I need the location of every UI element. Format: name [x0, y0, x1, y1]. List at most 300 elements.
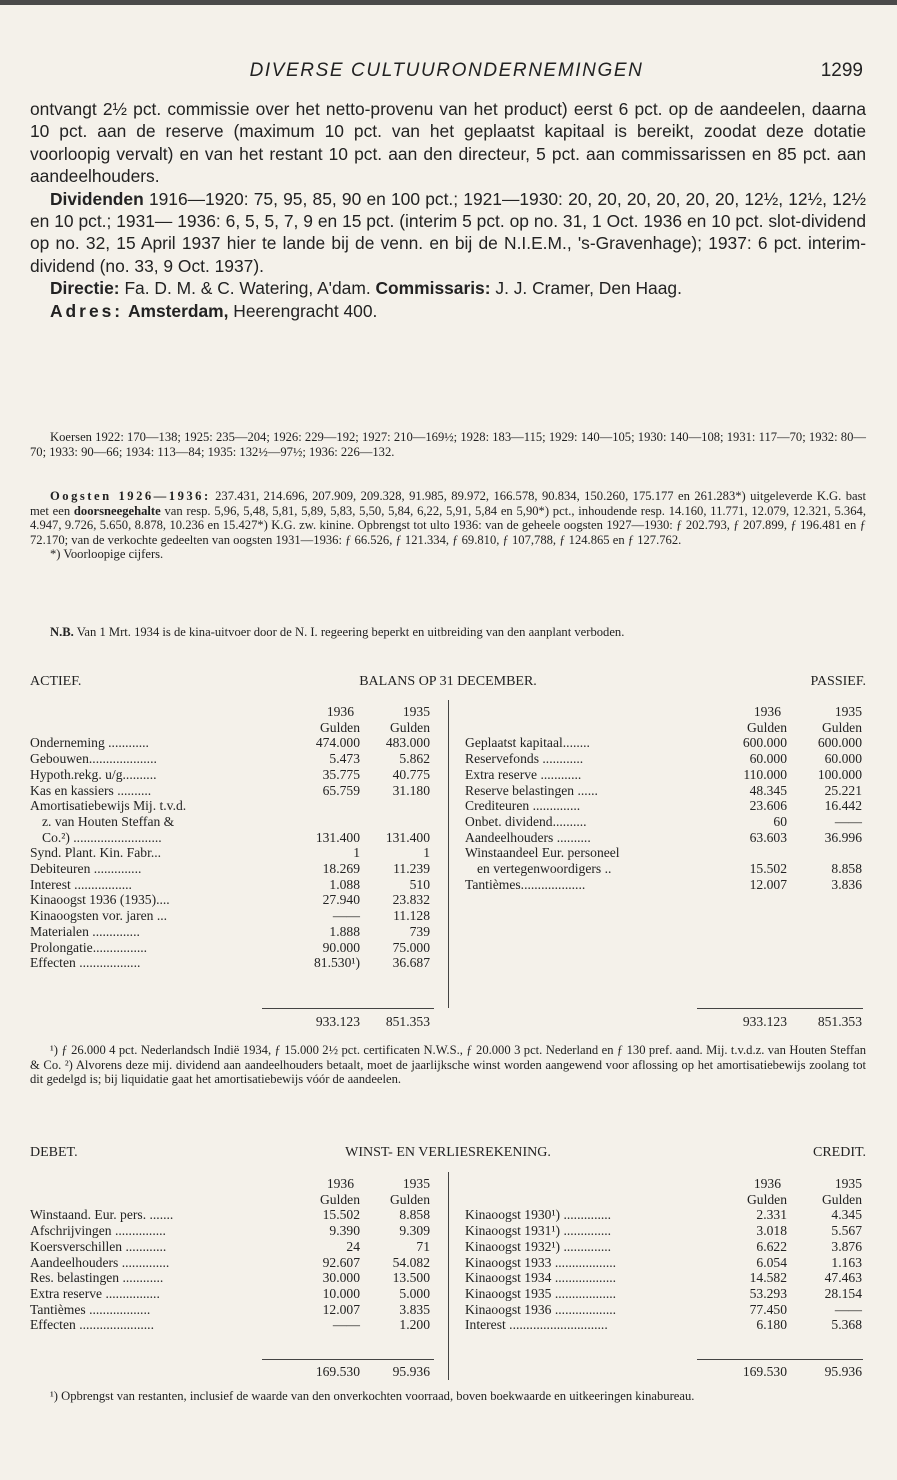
value-1936: 12.007 [322, 1301, 360, 1317]
row-label [30, 1317, 288, 1333]
year-header: 1935 [402, 704, 430, 719]
row-label [465, 1302, 717, 1318]
value-1935 [787, 845, 862, 861]
value-1935: 1.163 [831, 1254, 862, 1270]
row-label [30, 751, 288, 767]
value-1935: 23.832 [392, 892, 430, 908]
value-1936: 48.345 [749, 782, 787, 798]
nb-paragraph [30, 625, 866, 640]
row-label [30, 1239, 288, 1255]
value-1936: 92.607 [322, 1254, 360, 1270]
value-1936: 6.180 [756, 1317, 787, 1333]
row-label-text: Interest [465, 1317, 506, 1333]
year-header: 1936 [753, 704, 781, 719]
passief-heading: PASSIEF. [810, 674, 866, 689]
value-1936: 81.530¹) [314, 955, 360, 971]
credit-heading: CREDIT. [812, 1145, 866, 1160]
value-1935: 100.000 [817, 766, 862, 782]
management-paragraph [30, 277, 866, 299]
blank-cell [30, 1192, 288, 1208]
value-1936: 5.473 [329, 751, 360, 767]
leader-dots: ............................. [505, 1317, 608, 1333]
debet-heading: DEBET. [30, 1145, 78, 1160]
oogsten-label: Oogsten 1926—1936: [50, 489, 211, 503]
leader-dots: ............ [119, 1270, 164, 1286]
table-row [465, 861, 862, 877]
table-row [30, 830, 430, 846]
dividend-label: Dividenden [50, 188, 144, 209]
oogsten-text-b: van resp. 5,96, 5,48, 5,81, 5,89, 5,83, 5,50, 5,84, 6,22, 5,91, 5,84 en 5,90*) pct., inhoudende resp. 14.160, 11.771, 12.079, 12.321, 5.364, 4.947, 9.726, 5.650, 8.878, 10.236 en 15.427*) K.G. zw. kinine. Opbrengst tot ulto 1936: van de geheele oogsten 1927—1930: ƒ 202.793, ƒ 207.899, ƒ 196.481 en ƒ 72.170; van de verkochte gedeelten van oogsten 1931—1936: ƒ 66.526, ƒ 121.334, ƒ 69.810, ƒ 107,788, ƒ 124.865 en ƒ 127.762. [30, 503, 866, 547]
row-label-text: Winstaandeel Eur. personeel [465, 845, 620, 861]
row-label-text: Res. belastingen [30, 1270, 120, 1286]
table-row [30, 751, 430, 767]
table-row [30, 783, 430, 799]
table-row [465, 1207, 862, 1223]
row-label [465, 783, 717, 799]
value-1936: 600.000 [742, 735, 787, 751]
unit-header: Gulden [389, 719, 430, 735]
winst-debet-total-rule [262, 1359, 434, 1360]
row-label-text: z. van Houten Steffan & [42, 813, 175, 829]
row-label-text: Tantièmes [465, 876, 521, 892]
value-1936: 6.622 [756, 1238, 787, 1254]
value-1936: 15.502 [749, 861, 787, 877]
balans-footnotes [30, 1043, 866, 1087]
balans-divider [448, 700, 449, 1008]
table-row [30, 1239, 430, 1255]
balans-actief-table [30, 704, 430, 971]
dividend-text: 1916—1920: 75, 95, 85, 90 en 100 pct.; 1921—1930: 20, 20, 20, 20, 20, 20, 12½, 12½, 12½ en 10 pct.; 1931— 1936: 6, 5, 5, 7, 9 en 15 pct. (interim 5 pct. op no. 31, 1 Oct. 1936 en 10 pct. slot-dividend op no. 32, 15 April 1937 hier te lande bij de venn. en bij de N.I.E.M., 's-Gravenhage); 1937: 6 pct. interim-dividend (no. 33, 9 Oct. 1937). [30, 188, 866, 276]
value-1935: 47.463 [824, 1270, 862, 1286]
table-row [30, 1317, 430, 1333]
row-label-text: Kinaoogst 1931¹) [465, 1223, 561, 1239]
unit-header-row [30, 1192, 430, 1208]
page-number: 1299 [820, 60, 863, 81]
leader-dots: ........ [562, 735, 590, 751]
value-1935 [360, 798, 430, 814]
value-1935: 28.154 [824, 1285, 862, 1301]
value-1935: 16.442 [824, 798, 862, 814]
value-1935: 131.400 [385, 829, 430, 845]
table-row [30, 814, 430, 830]
commissaris-text: J. J. Cramer, Den Haag. [495, 278, 682, 299]
table-row [30, 845, 430, 861]
winst-title: WINST- EN VERLIESREKENING. [345, 1145, 551, 1160]
row-label-text: Effecten [30, 955, 76, 971]
leader-dots: .......... [113, 782, 152, 798]
table-row [30, 892, 430, 908]
table-row [465, 877, 862, 893]
debet-total-1936: 169.530 [315, 1364, 360, 1379]
year-header: 1935 [834, 704, 862, 719]
value-1936: 65.759 [322, 782, 360, 798]
value-1936: 18.269 [322, 861, 360, 877]
value-1935: 9.309 [399, 1223, 430, 1239]
oogsten-paragraph [30, 489, 866, 562]
value-1935 [360, 814, 430, 830]
value-1936: 35.775 [322, 766, 360, 782]
value-1936: 24 [346, 1238, 360, 1254]
table-row [465, 798, 862, 814]
blank-cell [465, 704, 717, 720]
value-1935: 3.835 [399, 1301, 430, 1317]
actief-heading: ACTIEF. [30, 674, 82, 689]
table-row [30, 908, 430, 924]
value-1935: 5.368 [831, 1317, 862, 1333]
row-label [30, 767, 288, 783]
year-header: 1936 [753, 1176, 781, 1191]
row-label [465, 1207, 717, 1223]
value-1936: 53.293 [749, 1285, 787, 1301]
actief-total-1936: 933.123 [315, 1014, 360, 1029]
winst-footnote-text: ¹) Opbrengst van restanten, inclusief de waarde van den onverkochten voorraad, boven boekwaarde en uitkeeringen kinabureau. [50, 1389, 695, 1403]
winst-debet-table [30, 1176, 430, 1333]
table-row [30, 940, 430, 956]
value-1935: 54.082 [392, 1254, 430, 1270]
unit-header: Gulden [746, 1191, 787, 1207]
value-1936: 77.450 [749, 1301, 787, 1317]
blank-cell [30, 1176, 288, 1192]
row-label-text: Kinaoogst 1936 [465, 1301, 552, 1317]
table-row [465, 1239, 862, 1255]
profit-distribution-paragraph: ontvangt 2½ pct. commissie over het netto-provenu van het product) eerst 6 pct. op de aandeelen, daarna 10 pct. aan de reserve (maximum 10 pct. van het geplaatst kapitaal is bereikt, zoodat deze dotatie voorloopig vervalt) en van het restant 10 pct. aan den directeur, 5 pct. aan commissarissen en 85 pct. aan aandeelhouders. [30, 99, 866, 187]
value-1935: 1.200 [399, 1317, 430, 1333]
credit-total-1936: 169.530 [742, 1364, 787, 1379]
value-1936: 3.018 [756, 1223, 787, 1239]
value-1935: 600.000 [817, 735, 862, 751]
dividend-paragraph [30, 188, 866, 278]
winst-debet-total [30, 1364, 430, 1380]
leader-dots: ................ [92, 939, 148, 955]
blank-cell [30, 720, 288, 736]
row-label [465, 877, 717, 893]
row-label [465, 798, 717, 814]
value-1935: 4.345 [831, 1207, 862, 1223]
row-label-text: Winstaand. Eur. pers. [30, 1207, 147, 1223]
table-row [465, 1302, 862, 1318]
row-label [30, 814, 288, 830]
row-label [465, 767, 717, 783]
nb-label: N.B. [50, 625, 74, 639]
row-label [465, 1286, 717, 1302]
year-header-row [465, 1176, 862, 1192]
blank-cell [465, 1192, 717, 1208]
row-label [465, 1255, 717, 1271]
value-1935: 36.687 [392, 955, 430, 971]
winst-footnote [30, 1389, 866, 1404]
value-1936 [288, 814, 360, 830]
year-header-row [30, 704, 430, 720]
row-label-text: Crediteuren [465, 798, 530, 814]
value-1935: —— [834, 1301, 862, 1317]
row-label-text: Onderneming [30, 735, 105, 751]
balans-passief-table [465, 704, 862, 892]
table-row [30, 1223, 430, 1239]
row-label [30, 877, 288, 893]
nb-text [30, 625, 866, 640]
oogsten-text [30, 489, 866, 547]
leader-dots: ................ [102, 1285, 160, 1301]
row-label-text: Materialen [30, 923, 89, 939]
row-label [30, 861, 288, 877]
passief-total-1935: 851.353 [817, 1014, 862, 1029]
value-1936: 30.000 [322, 1270, 360, 1286]
value-1935: 40.775 [392, 766, 430, 782]
table-row [30, 877, 430, 893]
row-label [30, 783, 288, 799]
winst-credit-total-rule [697, 1359, 863, 1360]
adres-street: Heerengracht 400. [233, 300, 378, 321]
leader-dots: ....... [146, 1207, 174, 1223]
row-label [30, 798, 288, 814]
leader-dots: .............. [560, 1223, 612, 1239]
value-1935: 739 [409, 923, 430, 939]
row-label [30, 845, 288, 861]
leader-dots: .............. [90, 861, 142, 877]
value-1936 [288, 798, 360, 814]
leader-dots: ... [153, 908, 168, 924]
leader-dots: .......... [552, 813, 587, 829]
leader-dots: .............. [560, 1238, 612, 1254]
table-row [30, 861, 430, 877]
value-1935: 36.996 [824, 829, 862, 845]
adres-city: Amsterdam, [127, 300, 229, 321]
table-row [30, 1255, 430, 1271]
table-row [465, 783, 862, 799]
table-row [30, 767, 430, 783]
row-label-text: Debiteuren [30, 861, 91, 877]
leader-dots: ...................... [75, 1317, 154, 1333]
row-label-text: Reservefonds [465, 751, 539, 767]
unit-header-row [30, 720, 430, 736]
value-1936: 60 [773, 813, 787, 829]
intro-text [30, 98, 866, 322]
year-header: 1935 [402, 1176, 430, 1191]
table-row [30, 735, 430, 751]
value-1935: 8.858 [831, 861, 862, 877]
value-1935: 11.128 [393, 908, 430, 924]
table-row [465, 814, 862, 830]
leader-dots: ... [150, 845, 162, 861]
value-1936: 110.000 [743, 766, 787, 782]
year-header: 1935 [834, 1176, 862, 1191]
value-1936: —— [332, 908, 360, 924]
row-label-text: Gebouwen [30, 751, 89, 767]
leader-dots: .............. [118, 1254, 170, 1270]
blank-cell [465, 1176, 717, 1192]
row-label-text: Afschrijvingen [30, 1223, 112, 1239]
row-label-text: Onbet. dividend [465, 813, 553, 829]
row-label [30, 892, 288, 908]
value-1936: 6.054 [756, 1254, 787, 1270]
leader-dots: .................. [551, 1254, 617, 1270]
row-label-text: Hypoth.rekg. u/g [30, 766, 123, 782]
year-header: 1936 [326, 704, 354, 719]
leader-dots: ...... [574, 782, 598, 798]
value-1935: 31.180 [392, 782, 430, 798]
row-label [465, 845, 717, 861]
year-header-row [465, 704, 862, 720]
value-1936: 9.390 [329, 1223, 360, 1239]
leader-dots: ............... [111, 1223, 166, 1239]
commissaris-label: Commissaris: [375, 278, 491, 299]
leader-dots: ............ [122, 1238, 167, 1254]
row-label-text: Synd. Plant. Kin. Fabr [30, 845, 151, 861]
leader-dots: .................. [85, 1301, 151, 1317]
leader-dots: .................... [88, 751, 157, 767]
table-row [465, 767, 862, 783]
value-1936: 23.606 [749, 798, 787, 814]
row-label-text: Geplaatst kapitaal [465, 735, 563, 751]
value-1936: 131.400 [315, 829, 360, 845]
oogsten-text-a: 237.431, 214.696, 207.909, 209.328, 91.985, 89.972, 166.578, 90.834, 150.260, 175.177 en 261.283*) uitgeleverde K.G. bast met een [30, 489, 867, 518]
balans-actief-total-rule [262, 1008, 434, 1009]
row-label [465, 1239, 717, 1255]
credit-total-1935: 95.936 [824, 1364, 862, 1379]
oogsten-bold-word: doorsneegehalte [73, 503, 161, 518]
leader-dots: ............ [104, 735, 149, 751]
row-label [30, 1207, 288, 1223]
value-1936: 14.582 [749, 1270, 787, 1286]
row-label-text: Interest [30, 876, 71, 892]
value-1935: 13.500 [392, 1270, 430, 1286]
leader-dots: .................. [551, 1270, 617, 1286]
year-header: 1936 [326, 1176, 354, 1191]
leader-dots: .................. [75, 955, 141, 971]
table-row [465, 735, 862, 751]
leader-dots: .............. [529, 798, 581, 814]
winst-credit-total [465, 1364, 862, 1380]
unit-header-row [465, 1192, 862, 1208]
leader-dots: ............ [537, 766, 582, 782]
nb-body: Van 1 Mrt. 1934 is de kina-uitvoer door de N. I. regeering beperkt en uitbreiding van den aanplant verboden. [76, 625, 625, 639]
row-label-text: en vertegenwoordigers [477, 861, 602, 877]
blank-cell [465, 720, 717, 736]
running-header [30, 60, 863, 86]
leader-dots: .......... [553, 829, 591, 845]
top-edge [0, 0, 897, 5]
unit-header: Gulden [319, 719, 360, 735]
blank-cell [30, 704, 288, 720]
row-label-text: Extra reserve [465, 766, 538, 782]
row-label [465, 861, 717, 877]
value-1936: 90.000 [322, 939, 360, 955]
row-label-text: Kinaoogst 1934 [465, 1270, 552, 1286]
row-label [30, 735, 288, 751]
table-row [465, 845, 862, 861]
value-1936: 60.000 [749, 751, 787, 767]
winst-heading [30, 1145, 866, 1163]
adres-label: Adres: [50, 300, 124, 321]
leader-dots: .......................... [69, 829, 162, 845]
unit-header: Gulden [821, 719, 862, 735]
value-1935: 71 [416, 1238, 430, 1254]
value-1936: 63.603 [749, 829, 787, 845]
table-row [465, 1270, 862, 1286]
value-1935: 483.000 [385, 735, 430, 751]
row-label [30, 908, 288, 924]
table-row [30, 1302, 430, 1318]
actief-total-1935: 851.353 [385, 1014, 430, 1029]
value-1936: 474.000 [315, 735, 360, 751]
table-row [30, 924, 430, 940]
table-row [30, 798, 430, 814]
table-row [30, 955, 430, 971]
row-label [465, 751, 717, 767]
leader-dots: .......... [122, 766, 157, 782]
leader-dots: .. [601, 861, 612, 877]
row-label-text: Kinaoogst 1930¹) [465, 1207, 561, 1223]
row-label [30, 1270, 288, 1286]
row-label [30, 924, 288, 940]
oogsten-footnote: *) Voorloopige cijfers. [50, 547, 164, 562]
leader-dots: .... [156, 892, 170, 908]
debet-total-1935: 95.936 [392, 1364, 430, 1379]
value-1936 [717, 845, 787, 861]
row-label [30, 830, 288, 846]
value-1935: —— [834, 813, 862, 829]
row-label-text: Kinaoogst 1935 [465, 1285, 552, 1301]
winst-divider [448, 1172, 449, 1380]
row-label [30, 1223, 288, 1239]
directie-text: Fa. D. M. & C. Watering, A'dam. [124, 278, 371, 299]
row-label [30, 1255, 288, 1271]
row-label-text: Aandeelhouders [465, 829, 554, 845]
unit-header: Gulden [319, 1191, 360, 1207]
unit-header-row [465, 720, 862, 736]
table-row [465, 751, 862, 767]
passief-total-1936: 933.123 [742, 1014, 787, 1029]
row-label [30, 940, 288, 956]
value-1935: 510 [409, 876, 430, 892]
row-label-text: Kas en kassiers [30, 782, 114, 798]
value-1936: 15.502 [322, 1207, 360, 1223]
value-1935: 3.876 [831, 1238, 862, 1254]
value-1935: 75.000 [392, 939, 430, 955]
value-1936: 1.888 [329, 923, 360, 939]
unit-header: Gulden [389, 1191, 430, 1207]
value-1935: 25.221 [824, 782, 862, 798]
table-row [465, 1286, 862, 1302]
row-label [30, 955, 288, 971]
row-label-text: Kinaoogst 1932¹) [465, 1238, 561, 1254]
row-label [465, 830, 717, 846]
row-label-text: Effecten [30, 1317, 76, 1333]
table-row [465, 1255, 862, 1271]
row-label [465, 1317, 717, 1333]
directie-label: Directie: [50, 278, 120, 299]
leader-dots: ................... [520, 876, 586, 892]
winst-credit-table [465, 1176, 862, 1333]
row-label-text: Kinaoogst 1933 [465, 1254, 552, 1270]
leader-dots: .............. [88, 923, 140, 939]
row-label-text: Kinaoogst 1936 (1935) [30, 892, 157, 908]
row-label [465, 1270, 717, 1286]
address-paragraph [30, 300, 866, 322]
unit-header: Gulden [746, 719, 787, 735]
row-label [465, 814, 717, 830]
table-row [465, 1223, 862, 1239]
year-header-row [30, 1176, 430, 1192]
row-label-text: Co.²) [42, 829, 70, 845]
leader-dots: ................. [70, 876, 132, 892]
row-label [30, 1286, 288, 1302]
value-1935: 5.862 [399, 751, 430, 767]
koersen-paragraph [30, 430, 866, 459]
table-row [30, 1270, 430, 1286]
row-label-text: Reserve belastingen [465, 782, 575, 798]
value-1936: 12.007 [749, 876, 787, 892]
